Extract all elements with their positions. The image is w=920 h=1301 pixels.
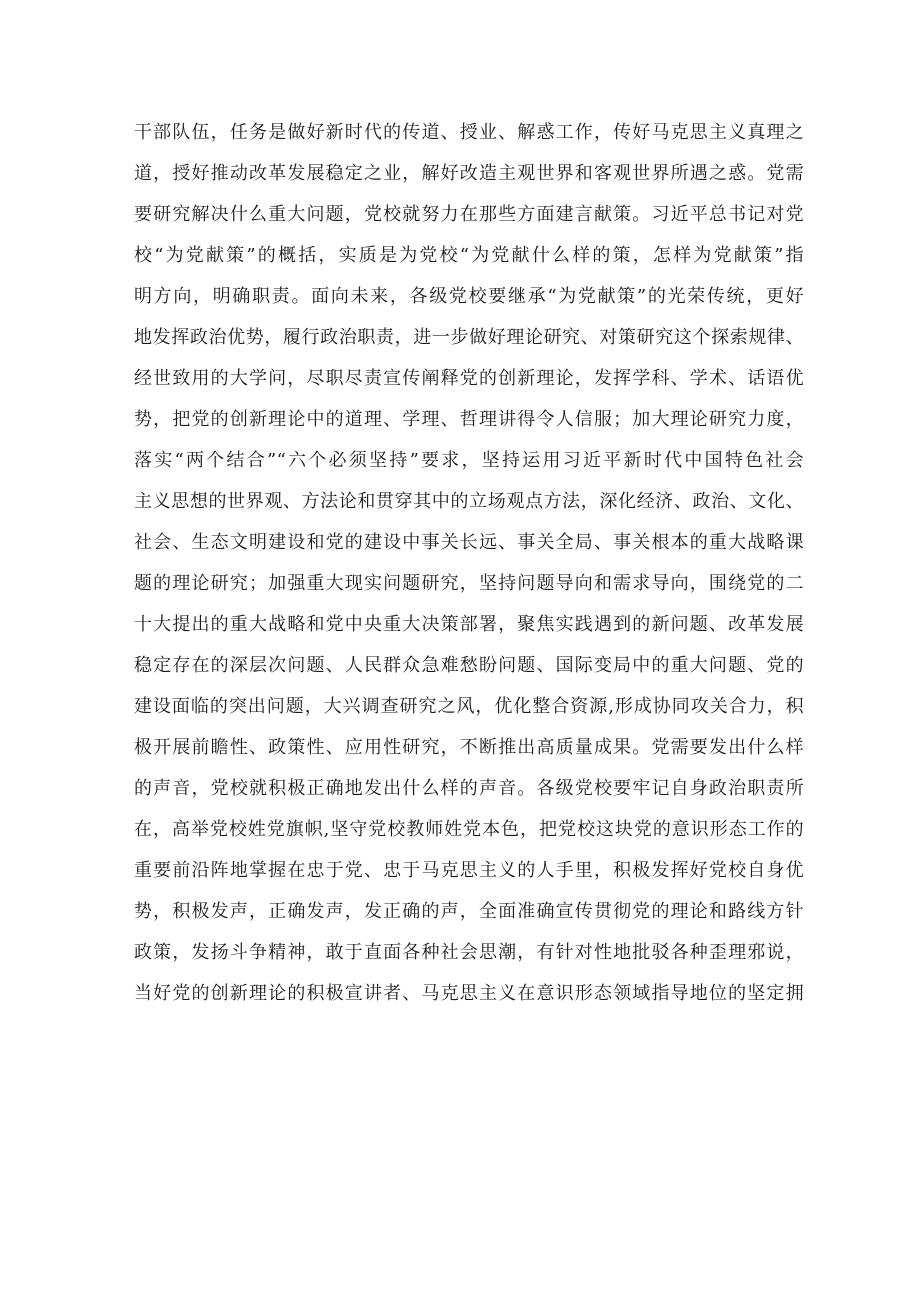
text-line-3: 要研究解决什么重大问题，党校就努力在那些方面建言献策。习近平总书记对党 xyxy=(134,204,804,225)
body-text xyxy=(134,112,804,1014)
text-line-22: 当好党的创新理论的积极宣讲者、马克思主义在意识形态领域指导地位的坚定拥 xyxy=(134,983,804,1004)
text-line-5: 明方向，明确职责。面向未来，各级党校要继承“为党献策”的光荣传统，更好 xyxy=(134,286,804,307)
text-line-9: 落实“两个结合”“六个必须坚持”要求，坚持运用习近平新时代中国特色社会 xyxy=(134,450,804,471)
text-line-20: 势，积极发声，正确发声，发正确的声，全面准确宣传贯彻党的理论和路线方针 xyxy=(134,901,804,922)
text-line-13: 十大提出的重大战略和党中央重大决策部署，聚焦实践遇到的新问题、改革发展 xyxy=(134,614,804,635)
text-line-8: 势，把党的创新理论中的道理、学理、哲理讲得令人信服；加大理论研究力度， xyxy=(134,409,804,430)
text-line-17: 的声音，党校就积极正确地发出什么样的声音。各级党校要牢记自身政治职责所 xyxy=(134,778,804,799)
text-line-18: 在，高举党校姓党旗帜,坚守党校教师姓党本色，把党校这块党的意识形态工作的 xyxy=(134,819,804,840)
text-line-14: 稳定存在的深层次问题、人民群众急难愁盼问题、国际变局中的重大问题、党的 xyxy=(134,655,804,676)
text-line-19: 重要前沿阵地掌握在忠于党、忠于马克思主义的人手里，积极发挥好党校自身优 xyxy=(134,860,804,881)
text-line-6: 地发挥政治优势，履行政治职责，进一步做好理论研究、对策研究这个探索规律、 xyxy=(134,327,804,348)
text-line-4: 校“为党献策”的概括，实质是为党校“为党献什么样的策，怎样为党献策”指 xyxy=(134,245,804,266)
text-line-7: 经世致用的大学问，尽职尽责宣传阐释党的创新理论，发挥学科、学术、话语优 xyxy=(134,368,804,389)
text-line-1: 干部队伍，任务是做好新时代的传道、授业、解惑工作，传好马克思主义真理之 xyxy=(134,122,804,143)
text-line-12: 题的理论研究；加强重大现实问题研究，坚持问题导向和需求导向，围绕党的二 xyxy=(134,573,804,594)
text-line-16: 极开展前瞻性、政策性、应用性研究，不断推出高质量成果。党需要发出什么样 xyxy=(134,737,804,758)
text-line-2: 道，授好推动改革发展稳定之业，解好改造主观世界和客观世界所遇之惑。党需 xyxy=(134,163,804,184)
text-line-21: 政策，发扬斗争精神，敢于直面各种社会思潮，有针对性地批驳各种歪理邪说， xyxy=(134,942,804,963)
text-line-11: 社会、生态文明建设和党的建设中事关长远、事关全局、事关根本的重大战略课 xyxy=(134,532,804,553)
text-line-10: 主义思想的世界观、方法论和贯穿其中的立场观点方法，深化经济、政治、文化、 xyxy=(134,491,804,512)
text-line-15: 建设面临的突出问题，大兴调查研究之风，优化整合资源,形成协同攻关合力，积 xyxy=(134,696,804,717)
